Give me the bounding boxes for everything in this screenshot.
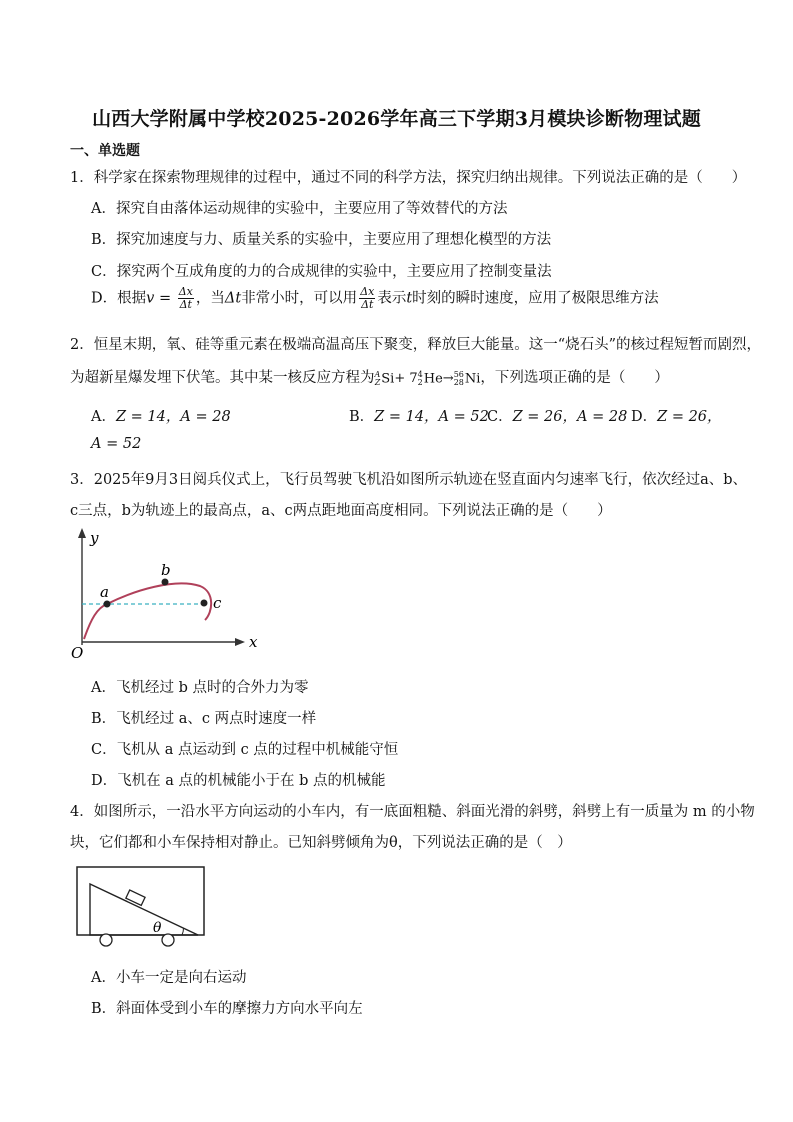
option-letter: A． (91, 409, 116, 425)
nuclide-he (418, 371, 443, 387)
q3-option-c: C．飞机从 a 点运动到 c 点的过程中机械能守恒 (91, 742, 399, 758)
q2-option-d (631, 405, 722, 426)
angle-arc (182, 928, 184, 935)
q3-option-d: D．飞机在 a 点的机械能小于在 b 点的机械能 (91, 773, 386, 789)
q3-stem-line2: c三点，b为轨迹上的最高点，a、c两点距地面高度相同。下列说法正确的是（ ） (70, 503, 612, 519)
x-axis-label: x (249, 633, 258, 651)
q2-stem-line2 (70, 366, 669, 387)
ni-symbol: Ni (464, 371, 481, 386)
q1-d-t: t (406, 290, 413, 307)
right-wheel (162, 934, 174, 946)
q4-option-b: B．斜面体受到小车的摩擦力方向水平向左 (91, 1001, 363, 1017)
q1-d-v: v (146, 290, 155, 307)
page-title: 山西大学附属中学校2025-2026学年高三下学期3月模块诊断物理试题 (92, 108, 701, 130)
q1-option-d (91, 286, 659, 311)
q1-d-dt: Δt (224, 290, 242, 307)
q4-cart-wedge-figure (74, 864, 208, 948)
wedge (90, 884, 198, 935)
q2-option-d-cont: A = 52 (91, 436, 142, 452)
option-value: Z = 26，A = 28 (512, 409, 628, 425)
q1-option-c: C．探究两个互成角度的力的合成规律的实验中，主要应用了控制变量法 (91, 264, 552, 280)
q1-d-suffix: 时刻的瞬时速度，应用了极限思维方法 (412, 290, 659, 307)
point-c-label: c (213, 594, 222, 612)
q2-line2-prefix: 为超新星爆发埋下伏笔。其中某一核反应方程为 (70, 370, 375, 386)
q1-d-mid2: 非常小时，可以用 (241, 290, 358, 307)
fraction-denominator: Δt (361, 298, 374, 311)
q1-d-fraction (178, 286, 194, 311)
point-b-label: b (161, 561, 171, 579)
q1-d-mid3: 表示 (377, 290, 407, 307)
option-value: Z = 14，A = 52 (374, 409, 489, 425)
q1-stem: 1．科学家在探索物理规律的过程中，通过不同的科学方法，探究归纳出规律。下列说法正确的是（ ） (70, 170, 747, 186)
q3-option-a: A．飞机经过 b 点时的合外力为零 (91, 680, 309, 696)
he-atomic-number: 2 (417, 377, 423, 387)
q2-line2-suffix: ，下列选项正确的是（ ） (480, 370, 669, 386)
x-axis-arrow-icon (235, 638, 245, 646)
q2-option-b (349, 405, 489, 426)
si-symbol: Si (381, 371, 395, 386)
q4-stem-line1: 4．如图所示，一沿水平方向运动的小车内，有一底面粗糙、斜面光滑的斜劈，斜劈上有一质量为 m 的小物 (70, 804, 755, 820)
q2-stem-line1: 2．恒星末期，氧、硅等重元素在极端高温高压下聚变，释放巨大能量。这一“烧石头”的核过程短暂而剧烈， (70, 337, 762, 353)
fraction-numerator: Δx (178, 285, 193, 298)
q1-option-a: A．探究自由落体运动规律的实验中，主要应用了等效替代的方法 (91, 201, 508, 217)
option-letter: C． (487, 409, 513, 425)
si-mass-number: A (374, 369, 381, 379)
q3-trajectory-figure (65, 524, 265, 664)
he-mass-number: 4 (417, 369, 423, 379)
point-b (162, 579, 169, 586)
q1-option-b: B．探究加速度与力、质量关系的实验中，主要应用了理想化模型的方法 (91, 232, 552, 248)
point-a-label: a (100, 583, 109, 601)
si-atomic-number: Z (374, 377, 381, 387)
he-symbol: He (423, 371, 443, 386)
q4-option-a: A．小车一定是向右运动 (91, 970, 247, 986)
cart-body (77, 867, 204, 935)
ni-mass-number: 56 (453, 369, 464, 379)
option-letter: D． (631, 409, 658, 425)
q1-d-mid1: ，当 (195, 290, 225, 307)
origin-label: O (71, 644, 84, 662)
nuclide-ni (454, 371, 481, 387)
point-c (201, 600, 208, 607)
equation-arrow: → (442, 371, 454, 386)
y-axis-label: y (90, 529, 99, 547)
left-wheel (100, 934, 112, 946)
q3-option-b: B．飞机经过 a、c 两点时速度一样 (91, 711, 317, 727)
y-axis-arrow-icon (78, 528, 86, 538)
option-value: Z = 26， (657, 409, 722, 425)
q3-stem-line1: 3．2025年9月3日阅兵仪式上，飞行员驾驶飞机沿如图所示轨迹在竖直面内匀速率飞行，依次经过a、b、 (70, 472, 748, 488)
q1-d-prefix: D．根据 (91, 290, 147, 307)
equation-plus: + 7 (394, 371, 418, 386)
theta-label: θ (153, 920, 162, 936)
q1-d-eq: = (154, 290, 176, 307)
ni-atomic-number: 28 (453, 377, 464, 387)
option-letter: B． (349, 409, 375, 425)
q4-stem-line2: 块，它们都和小车保持相对静止。已知斜劈倾角为θ，下列说法正确的是（ ） (70, 835, 572, 851)
point-a (104, 601, 111, 608)
small-block (126, 890, 145, 905)
q1-d-fraction-2 (359, 286, 375, 311)
section-heading: 一、单选题 (70, 143, 140, 159)
q2-option-c (487, 405, 627, 426)
fraction-numerator: Δx (360, 285, 375, 298)
nuclide-si (375, 371, 395, 387)
option-value: Z = 14，A = 28 (115, 409, 231, 425)
fraction-denominator: Δt (179, 298, 192, 311)
q2-option-a (91, 405, 231, 426)
